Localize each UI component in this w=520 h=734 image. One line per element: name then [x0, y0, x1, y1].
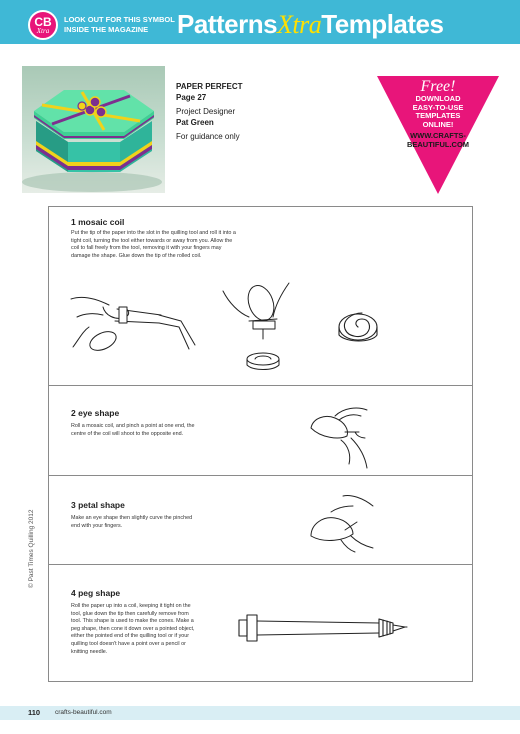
coil-falling-from-tool-illustration [219, 277, 299, 377]
copyright-note: © Past Times Quilling 2012 [28, 509, 35, 588]
section-divider [49, 385, 472, 386]
lookout-note [64, 15, 175, 34]
title-patterns: Patterns [177, 9, 278, 39]
text-line: either the pointed end of the quilling tool or if your [71, 633, 190, 640]
badge-free: Free! [420, 78, 456, 95]
project-name: PAPER PERFECT [176, 82, 243, 91]
text-line: knitting needle. [71, 648, 108, 655]
page-title [177, 9, 443, 40]
text-line: tight coil, turning the tool either towards or away from you. Allow the [71, 237, 233, 244]
project-info [176, 81, 243, 142]
text-line: damage the shape. Glue down the tip of the rolled coil. [71, 252, 202, 259]
text-line: peg shape, then cone it down over a pointed object, [71, 625, 195, 632]
section-divider [49, 564, 472, 565]
lookout-line-2: INSIDE THE MAGAZINE [64, 24, 149, 34]
text-line: tool. This shape is used to make the cones. Make a [71, 618, 194, 625]
section-divider [49, 475, 472, 476]
section-text-mosaic-coil [71, 230, 311, 260]
text-line: Make an eye shape then slightly curve the pinched [71, 515, 193, 521]
badge-line-1: DOWNLOAD [415, 94, 461, 103]
title-templates: Templates [321, 9, 444, 39]
logo-main-text: CB [34, 15, 52, 29]
page-number: 110 [28, 708, 41, 717]
lookout-line-1: LOOK OUT FOR THIS SYMBOL [64, 15, 175, 24]
footer-bar [0, 706, 520, 720]
finished-mosaic-coil-illustration [334, 307, 384, 347]
badge-line-4: ONLINE! [422, 119, 454, 129]
text-line: centre of the coil will shoot to the opposite end. [71, 430, 184, 437]
text-line: coil to fall freely from the tool, removing it with your fingers may [71, 245, 222, 252]
instructions-frame [48, 206, 473, 682]
hexagon-box-image [22, 66, 165, 193]
hand-rolling-paper-illustration [69, 287, 199, 367]
badge-text[interactable] [377, 79, 499, 149]
badge-url-line-2[interactable]: BEAUTIFUL.COM [406, 139, 470, 149]
text-line: Roll a mosaic coil, and pinch a point at one end, the [71, 423, 195, 429]
section-title-petal-shape: 3 petal shape [71, 500, 125, 510]
text-line: quilling tool doesn't have a point over a pencil or [71, 640, 186, 647]
project-photo [22, 66, 165, 193]
text-line: Put the tip of the paper into the slot in the quilling tool and roll it into a [71, 230, 236, 236]
text-line: Roll the paper up into a coil, keeping it tight on the [71, 603, 191, 609]
badge-line-2: EASY-TO-USE [412, 102, 464, 112]
badge-url-line-1[interactable]: WWW.CRAFTS- [410, 131, 466, 140]
text-line: end with your fingers. [71, 522, 123, 529]
curving-petal-shape-illustration [307, 492, 387, 562]
section-text-eye-shape [71, 423, 271, 438]
logo-sub-text: Xtra [36, 27, 50, 35]
section-title-eye-shape: 2 eye shape [71, 408, 120, 418]
pinching-eye-shape-illustration [299, 402, 399, 472]
header-bar [0, 0, 520, 44]
section-title-mosaic-coil: 1 mosaic coil [71, 217, 125, 227]
quilling-tool-peg-illustration [235, 607, 415, 647]
designer-label: Project Designer [176, 107, 236, 116]
cb-xtra-logo [28, 10, 58, 40]
badge-line-3: TEMPLATES [415, 111, 461, 120]
designer-name: Pat Green [176, 118, 214, 127]
title-xtra: Xtra [277, 10, 322, 39]
footer-site-link[interactable]: crafts-beautiful.com [55, 708, 112, 716]
project-page: Page 27 [176, 93, 207, 102]
section-title-peg-shape: 4 peg shape [71, 588, 121, 598]
guidance-note: For guidance only [176, 132, 240, 141]
text-line: tool, glue down the tip then carefully remove from [71, 610, 189, 617]
section-text-petal-shape [71, 515, 271, 530]
